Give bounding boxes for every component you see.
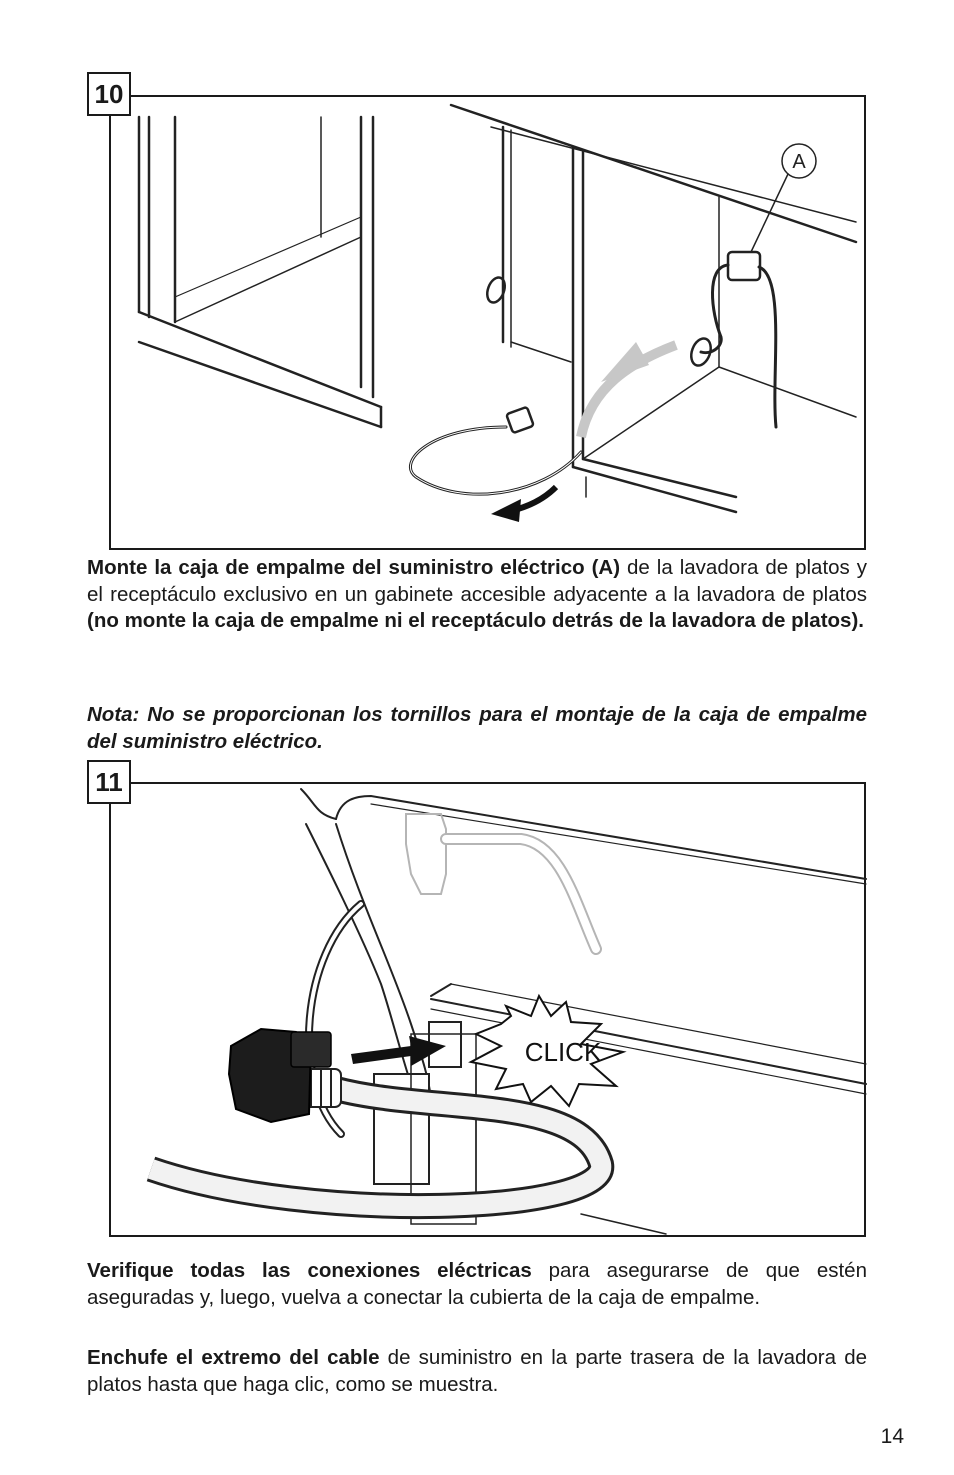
paragraph-1-bold-lead: Monte la caja de empalme del suministro eléctrico (A) — [87, 556, 621, 579]
step-number-11: 11 — [87, 760, 131, 804]
plug-connection-drawing — [111, 784, 868, 1239]
instruction-paragraph-2 — [87, 1258, 867, 1311]
instruction-paragraph-1 — [87, 555, 867, 635]
paragraph-3-text: de suministro en la parte trasera de la lavadora de platos hasta que haga clic, como se muestra. — [87, 1346, 868, 1396]
instruction-paragraph-3 — [87, 1345, 867, 1398]
click-label: CLICK — [524, 1037, 602, 1067]
figure-11-illustration — [109, 782, 866, 1237]
paragraph-1-text: de la lavadora de platos y el receptáculo exclusivo en un gabinete accesible adyacente a la lavadora de platos — [87, 556, 867, 606]
page-number: 14 — [880, 1425, 904, 1448]
cabinet-junction-box-drawing — [111, 97, 868, 552]
figure-10-illustration — [109, 95, 866, 550]
paragraph-1-bold-warning: (no monte la caja de empalme ni el receptáculo detrás de la lavadora de platos). — [87, 609, 864, 632]
paragraph-3-bold-lead: Enchufe el extremo del cable — [87, 1346, 380, 1369]
callout-a-label: A — [792, 151, 806, 173]
paragraph-2-text: para asegurarse de que estén aseguradas y, luego, vuelva a conectar la cubierta de la caja de empalme. — [87, 1259, 867, 1309]
note-paragraph: Nota: No se proporcionan los tornillos para el montaje de la caja de empalme del suministro eléctrico. — [87, 703, 867, 753]
step-number-10: 10 — [87, 72, 131, 116]
paragraph-2-bold-lead: Verifique todas las conexiones eléctricas — [87, 1259, 532, 1282]
